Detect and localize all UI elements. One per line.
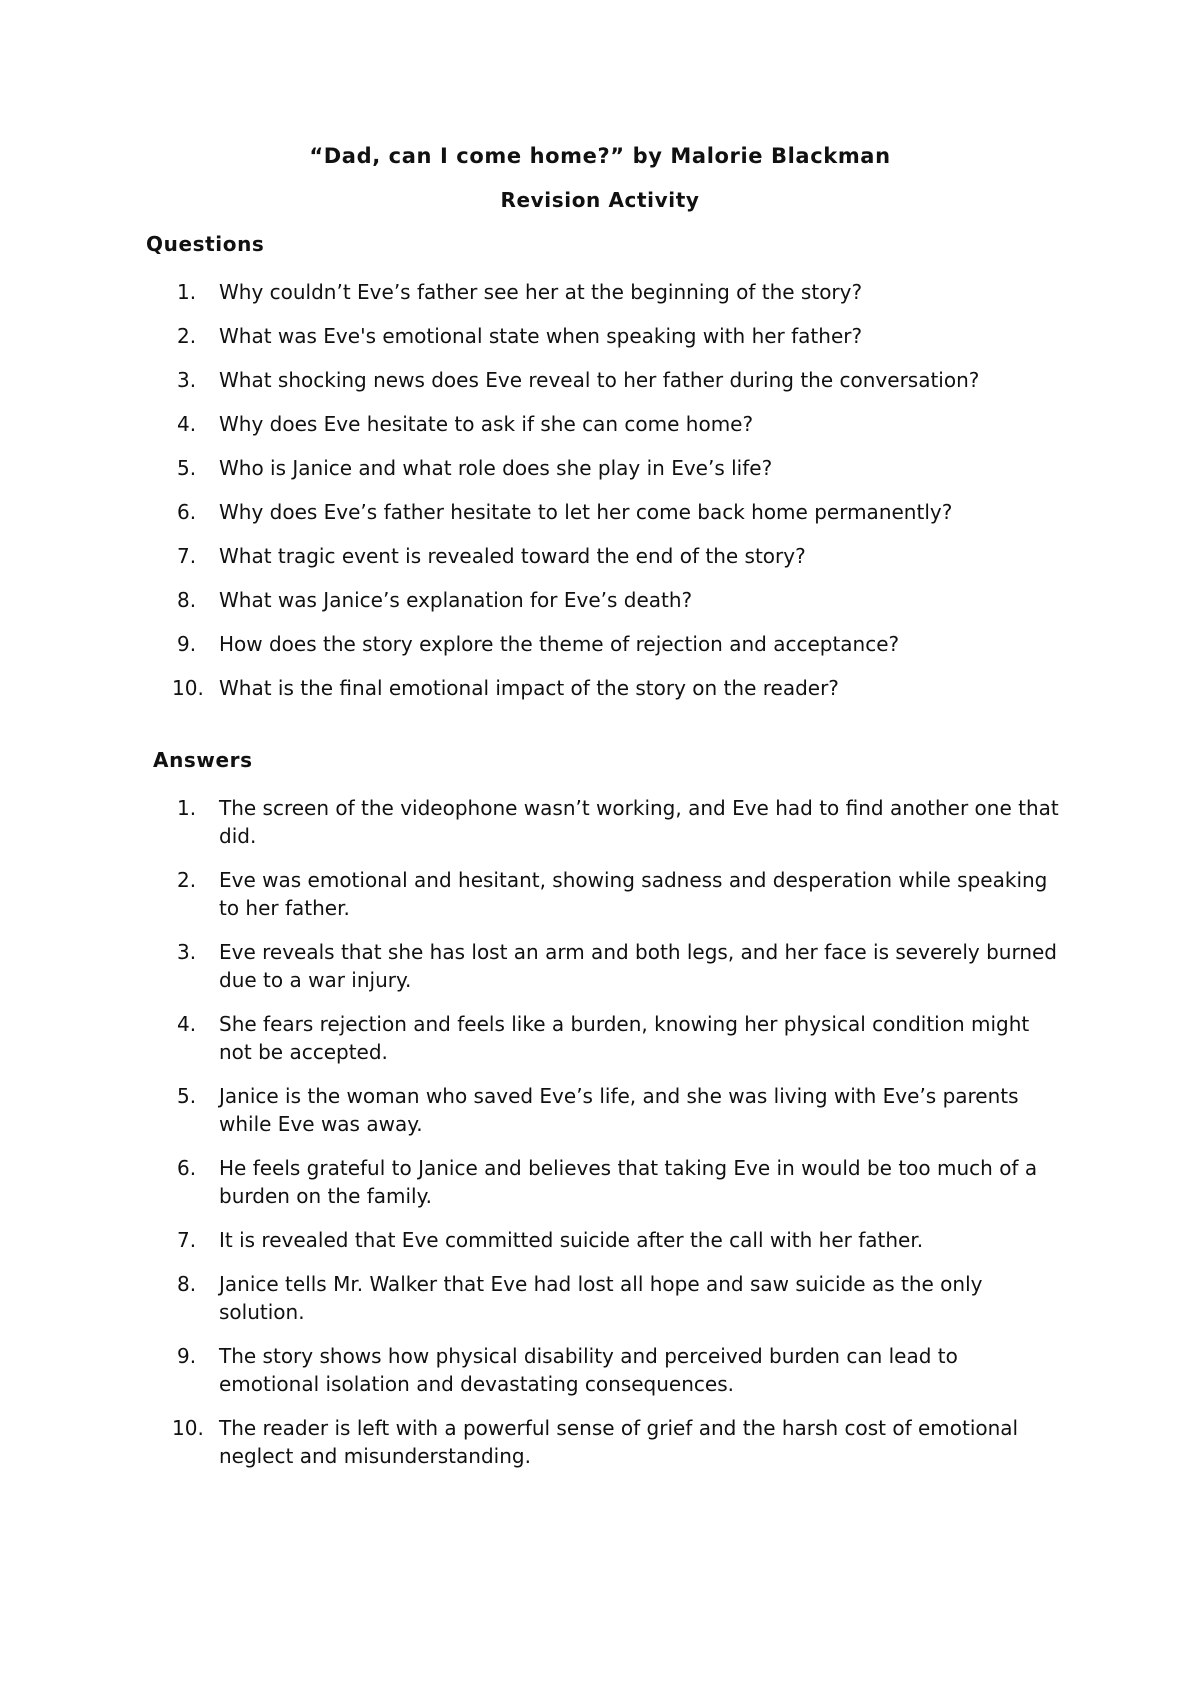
question-text: What was Eve's emotional state when speaking with her father? <box>219 324 863 348</box>
document-title: “Dad, can I come home?” by Malorie Blackman <box>309 144 891 168</box>
question-item <box>0 410 1059 438</box>
question-item <box>0 674 1059 702</box>
answer-item <box>0 1082 1059 1138</box>
question-number: 8. <box>177 588 197 612</box>
question-item <box>0 498 1059 526</box>
answers-list <box>0 794 1059 1486</box>
question-item <box>0 586 1059 614</box>
answer-number: 9. <box>177 1344 197 1368</box>
question-number: 9. <box>177 632 197 656</box>
answer-number: 4. <box>177 1012 197 1036</box>
answer-item <box>0 1270 1059 1326</box>
answer-text: He feels grateful to Janice and believes that taking Eve in would be too much of a burden on the family. <box>219 1156 1038 1208</box>
answer-item <box>0 1010 1059 1066</box>
question-text: Why does Eve hesitate to ask if she can come home? <box>219 412 754 436</box>
answer-number: 3. <box>177 940 197 964</box>
answer-item <box>0 938 1059 994</box>
question-item <box>0 278 1059 306</box>
answer-item <box>0 794 1059 850</box>
answer-number: 8. <box>177 1272 197 1296</box>
answer-item <box>0 866 1059 922</box>
question-item <box>0 322 1059 350</box>
question-text: What shocking news does Eve reveal to her father during the conversation? <box>219 368 980 392</box>
answer-number: 6. <box>177 1156 197 1180</box>
question-item <box>0 630 1059 658</box>
question-number: 1. <box>177 280 197 304</box>
question-item <box>0 366 1059 394</box>
answer-number: 1. <box>177 796 197 820</box>
questions-heading: Questions <box>146 232 265 256</box>
answer-item <box>0 1226 1059 1254</box>
question-number: 7. <box>177 544 197 568</box>
answer-text: Eve was emotional and hesitant, showing sadness and desperation while speaking to her father. <box>219 868 1048 920</box>
question-text: What is the final emotional impact of the story on the reader? <box>219 676 839 700</box>
question-text: What tragic event is revealed toward the end of the story? <box>219 544 806 568</box>
question-item <box>0 454 1059 482</box>
question-number: 2. <box>177 324 197 348</box>
answer-item <box>0 1414 1059 1470</box>
question-text: Why does Eve’s father hesitate to let her come back home permanently? <box>219 500 953 524</box>
answer-number: 10. <box>172 1416 204 1440</box>
question-text: Who is Janice and what role does she play in Eve’s life? <box>219 456 773 480</box>
question-text: What was Janice’s explanation for Eve’s death? <box>219 588 693 612</box>
question-number: 4. <box>177 412 197 436</box>
question-text: How does the story explore the theme of rejection and acceptance? <box>219 632 900 656</box>
document-subtitle: Revision Activity <box>500 188 700 212</box>
question-number: 6. <box>177 500 197 524</box>
question-number: 3. <box>177 368 197 392</box>
question-item <box>0 542 1059 570</box>
answer-number: 5. <box>177 1084 197 1108</box>
answer-text: It is revealed that Eve committed suicide after the call with her father. <box>219 1228 924 1252</box>
answer-number: 7. <box>177 1228 197 1252</box>
answer-text: The reader is left with a powerful sense of grief and the harsh cost of emotional neglect and misunderstanding. <box>219 1416 1019 1468</box>
answer-number: 2. <box>177 868 197 892</box>
answer-text: The story shows how physical disability and perceived burden can lead to emotional isolation and devastating consequences. <box>219 1344 958 1396</box>
answer-item <box>0 1154 1059 1210</box>
answer-item <box>0 1342 1059 1398</box>
answer-text: Eve reveals that she has lost an arm and both legs, and her face is severely burned due to a war injury. <box>219 940 1057 992</box>
answer-text: She fears rejection and feels like a burden, knowing her physical condition might not be accepted. <box>219 1012 1030 1064</box>
questions-list <box>0 278 1059 718</box>
answer-text: Janice tells Mr. Walker that Eve had lost all hope and saw suicide as the only solution. <box>219 1272 983 1324</box>
answer-text: Janice is the woman who saved Eve’s life, and she was living with Eve’s parents while Eve was away. <box>219 1084 1019 1136</box>
answers-heading: Answers <box>153 748 253 772</box>
question-number: 5. <box>177 456 197 480</box>
answer-text: The screen of the videophone wasn’t working, and Eve had to find another one that did. <box>219 796 1059 848</box>
question-text: Why couldn’t Eve’s father see her at the beginning of the story? <box>219 280 863 304</box>
question-number: 10. <box>172 676 204 700</box>
